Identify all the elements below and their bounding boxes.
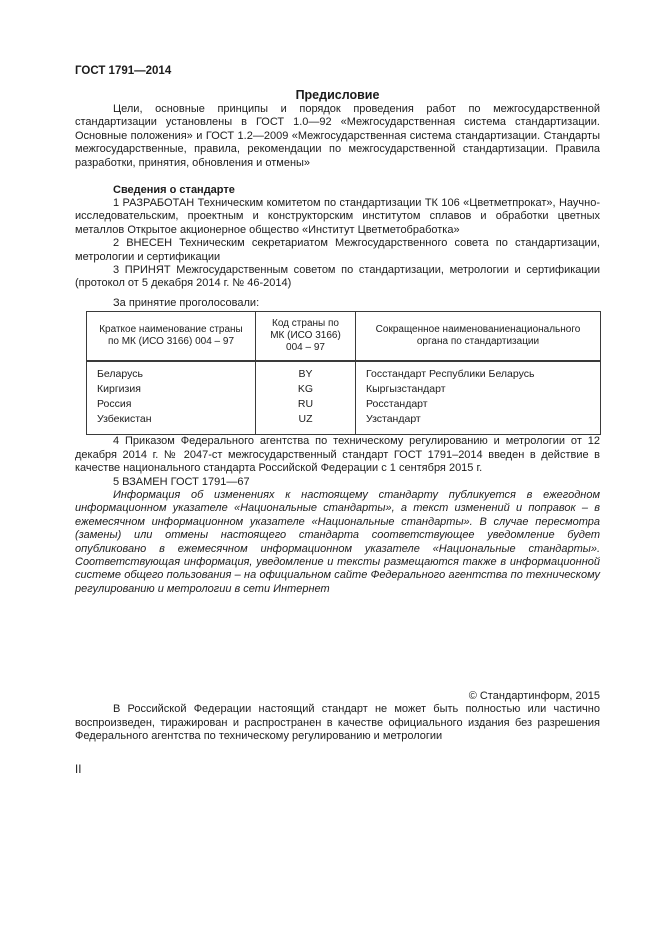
item-submitted: 2 ВНЕСЕН Техническим секретариатом Межгосударственного совета по стандартизации, метрологии и сертификации <box>75 237 600 263</box>
column-header-country: Краткое наименование страны по МК (ИСО 3166) 004 – 97 <box>87 312 256 362</box>
column-header-org: Сокращенное наименованиенационального органа по стандартизации <box>356 312 601 362</box>
update-note: Информация об изменениях к настоящему стандарту публикуется в ежегодном информационном указателе «Национальные стандарты», а текст изменений и поправок – в ежемесячном информационном указателе «Национальные стандарты». В случае пересмотра (замены) или отмены настоящего стандарта соответствующее уведомление будет опубликовано в ежемесячном информационном указателе «Национальные стандарты». Соответствующая информация, уведомление и тексты размещаются также в информационной системе общего пользования – на официальном сайте Федерального агентства по техническому регулированию и метрологии в сети Интернет <box>75 488 600 595</box>
cell-code: BY <box>256 361 356 382</box>
cell-code: UZ <box>256 412 356 435</box>
cell-org: Кыргызстандарт <box>356 382 601 397</box>
cell-country: Узбекистан <box>87 412 256 435</box>
vote-label: За принятие проголосовали: <box>113 296 260 309</box>
cell-org: Росстандарт <box>356 397 601 412</box>
item-adopted: 3 ПРИНЯТ Межгосударственным советом по стандартизации, метрологии и сертификации (протокол от 5 декабря 2014 г. № 46-2014) <box>75 264 600 290</box>
cell-country: Россия <box>87 397 256 412</box>
column-header-code: Код страны по МК (ИСО 3166) 004 – 97 <box>256 312 356 362</box>
cell-code: RU <box>256 397 356 412</box>
cell-country: Киргизия <box>87 382 256 397</box>
info-heading: Сведения о стандарте <box>113 184 235 197</box>
cell-code: KG <box>256 382 356 397</box>
page-title: Предисловие <box>295 88 380 102</box>
vote-table <box>86 311 601 435</box>
restriction-paragraph: В Российской Федерации настоящий стандарт не может быть полностью или частично воспроизведен, тиражирован и распространен в качестве официального издания без разрешения Федерального агентства по техническому регулированию и метрологии <box>75 703 600 742</box>
cell-country: Беларусь <box>87 361 256 382</box>
intro-paragraph: Цели, основные принципы и порядок проведения работ по межгосударственной стандартизации установлены в ГОСТ 1.0—92 «Межгосударственная система стандартизации. Основные положения» и ГОСТ 1.2—2009 «Межгосударственная система стандартизации. Стандарты межгосударственные, правила, рекомендации по межгосударственной стандартизации. Правила разработки, принятия, обновления и отмены» <box>75 103 600 169</box>
table-row <box>87 382 601 397</box>
table-row <box>87 397 601 412</box>
table-row <box>87 412 601 435</box>
cell-org: Госстандарт Республики Беларусь <box>356 361 601 382</box>
vote-table-header <box>87 312 601 362</box>
item-enacted: 4 Приказом Федерального агентства по техническому регулированию и метрологии от 12 декабря 2014 г. № 2047-ст межгосударственный стандарт ГОСТ 1791–2014 введен в действие в качестве национального стандарта Российской Федерации с 1 сентября 2015 г. <box>75 435 600 475</box>
table-row <box>87 361 601 382</box>
cell-org: Узстандарт <box>356 412 601 435</box>
item-developed: 1 РАЗРАБОТАН Техническим комитетом по стандартизации ТК 106 «Цветметпрокат», Научно-исследовательским, проектным и конструкторским институтом сплавов и обработки цветных металлов Открытое акционерное общество «Институт Цветметобработка» <box>75 197 600 236</box>
page-number: II <box>75 764 82 777</box>
copyright-notice: © Стандартинформ, 2015 <box>468 690 600 703</box>
vote-table-body <box>87 361 601 435</box>
standard-code: ГОСТ 1791—2014 <box>75 65 172 77</box>
item-replaces: 5 ВЗАМЕН ГОСТ 1791—67 <box>113 475 250 488</box>
table-header-row <box>87 312 601 362</box>
